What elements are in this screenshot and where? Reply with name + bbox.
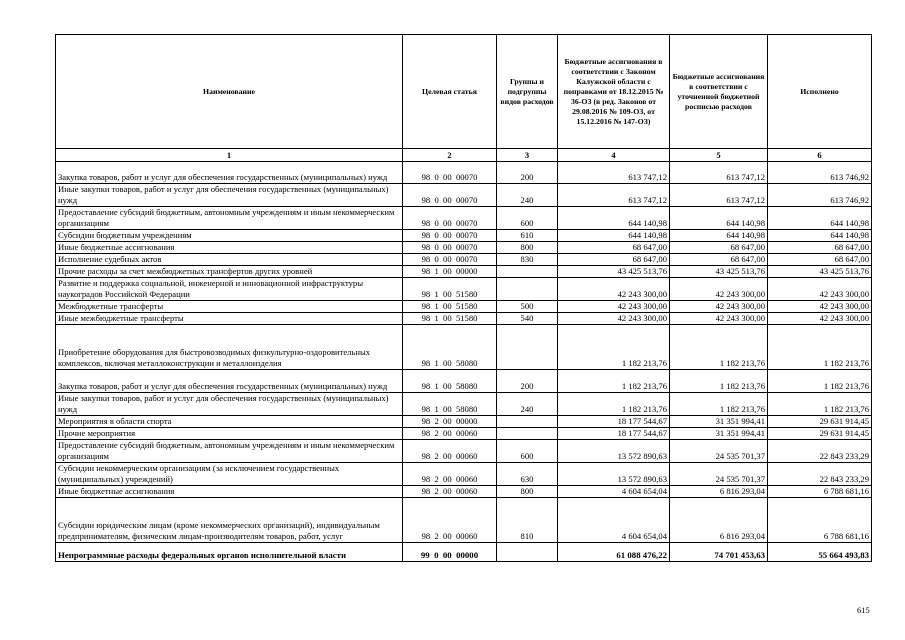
table-row: [56, 370, 872, 393]
table-row: [56, 325, 872, 370]
table-row: [56, 278, 872, 301]
row-expense-group: 830: [497, 254, 558, 266]
row-target-article: 98 1 00 58080: [403, 370, 497, 393]
row-planned: 613 747,12: [558, 184, 670, 207]
column-number: 1: [56, 149, 403, 162]
table-row: [56, 416, 872, 428]
row-executed: 1 182 213,76: [768, 393, 872, 416]
table-row: [56, 393, 872, 416]
table-row: [56, 463, 872, 486]
row-refined: 6 816 293,04: [670, 486, 768, 498]
row-name: Мероприятия в области спорта: [56, 416, 403, 428]
row-expense-group: 600: [497, 207, 558, 230]
row-expense-group: [497, 416, 558, 428]
row-executed: 55 664 493,83: [768, 543, 872, 562]
row-executed: 29 631 914,45: [768, 428, 872, 440]
row-target-article: 98 2 00 00060: [403, 428, 497, 440]
table-row: [56, 313, 872, 325]
row-name: Прочие мероприятия: [56, 428, 403, 440]
row-executed: 613 746,92: [768, 184, 872, 207]
row-expense-group: [497, 543, 558, 562]
row-expense-group: [497, 428, 558, 440]
row-name: Субсидии некоммерческим организациям (за исключением государственных (муниципальных) учреждений): [56, 463, 403, 486]
row-executed: 1 182 213,76: [768, 370, 872, 393]
row-planned: 42 243 300,00: [558, 301, 670, 313]
row-name: Приобретение оборудования для быстровозводимых физкультурно-оздоровительных комплексов, включая металлоконструкции и металлоизделия: [56, 325, 403, 370]
row-name: Иные закупки товаров, работ и услуг для обеспечения государственных (муниципальных) нужд: [56, 184, 403, 207]
row-refined: 74 701 453,63: [670, 543, 768, 562]
row-target-article: 98 1 00 58080: [403, 393, 497, 416]
row-refined: 68 647,00: [670, 254, 768, 266]
column-number: 2: [403, 149, 497, 162]
row-planned: 1 182 213,76: [558, 325, 670, 370]
row-target-article: 98 0 00 00070: [403, 184, 497, 207]
row-planned: 1 182 213,76: [558, 393, 670, 416]
row-target-article: 98 1 00 51580: [403, 301, 497, 313]
row-refined: 42 243 300,00: [670, 301, 768, 313]
row-expense-group: 600: [497, 440, 558, 463]
row-target-article: 98 0 00 00070: [403, 230, 497, 242]
row-target-article: 98 2 00 00000: [403, 416, 497, 428]
row-name: Предоставление субсидий бюджетным, автономным учреждениям и иным некоммерческим организациям: [56, 440, 403, 463]
row-refined: 31 351 994,41: [670, 416, 768, 428]
row-executed: 68 647,00: [768, 242, 872, 254]
row-expense-group: [497, 325, 558, 370]
row-planned: 42 243 300,00: [558, 313, 670, 325]
row-planned: 644 140,98: [558, 207, 670, 230]
row-executed: 644 140,98: [768, 230, 872, 242]
row-planned: 42 243 300,00: [558, 278, 670, 301]
budget-table: [55, 34, 872, 562]
row-planned: 43 425 513,76: [558, 266, 670, 278]
table-row: [56, 266, 872, 278]
row-name: Закупка товаров, работ и услуг для обеспечения государственных (муниципальных) нужд: [56, 162, 403, 184]
row-planned: 613 747,12: [558, 162, 670, 184]
row-name: Прочие расходы за счет межбюджетных трансфертов других уровней: [56, 266, 403, 278]
row-target-article: 98 0 00 00070: [403, 207, 497, 230]
row-name: Иные бюджетные ассигнования: [56, 242, 403, 254]
row-executed: 22 843 233,29: [768, 440, 872, 463]
row-name: Закупка товаров, работ и услуг для обеспечения государственных (муниципальных) нужд: [56, 370, 403, 393]
row-refined: 43 425 513,76: [670, 266, 768, 278]
row-planned: 18 177 544,67: [558, 428, 670, 440]
row-planned: 644 140,98: [558, 230, 670, 242]
row-expense-group: [497, 278, 558, 301]
row-refined: 1 182 213,76: [670, 325, 768, 370]
column-number: 3: [497, 149, 558, 162]
row-planned: 61 088 476,22: [558, 543, 670, 562]
row-name: Иные межбюджетные трансферты: [56, 313, 403, 325]
table-row: [56, 207, 872, 230]
row-refined: 1 182 213,76: [670, 370, 768, 393]
table-row: [56, 428, 872, 440]
row-target-article: 98 2 00 00060: [403, 463, 497, 486]
row-executed: 43 425 513,76: [768, 266, 872, 278]
row-expense-group: 810: [497, 498, 558, 543]
row-expense-group: 200: [497, 370, 558, 393]
row-target-article: 98 1 00 00000: [403, 266, 497, 278]
row-target-article: 98 0 00 00070: [403, 162, 497, 184]
row-refined: 42 243 300,00: [670, 313, 768, 325]
header-name: Наименование: [56, 35, 403, 149]
row-planned: 68 647,00: [558, 254, 670, 266]
header-executed: Исполнено: [768, 35, 872, 149]
row-name: Межбюджетные трансферты: [56, 301, 403, 313]
page-number: 615: [857, 605, 870, 615]
row-refined: 6 816 293,04: [670, 498, 768, 543]
header-refined-allocations: Бюджетные ассигнования в соответствии с уточненной бюджетной росписью расходов: [670, 35, 768, 149]
row-refined: 24 535 701,37: [670, 463, 768, 486]
row-refined: 31 351 994,41: [670, 428, 768, 440]
row-planned: 1 182 213,76: [558, 370, 670, 393]
row-executed: 42 243 300,00: [768, 313, 872, 325]
row-refined: 68 647,00: [670, 242, 768, 254]
column-number: 4: [558, 149, 670, 162]
table-row: [56, 498, 872, 543]
table-row: [56, 486, 872, 498]
header-planned-allocations: Бюджетные ассигнования в соответствии с Законом Калужской области с поправками от 18.12.2015 № 36-ОЗ (в ред. Законов от 29.08.2016 № 109-ОЗ, от 15.12.2016 № 147-ОЗ): [558, 35, 670, 149]
row-refined: 42 243 300,00: [670, 278, 768, 301]
row-refined: 613 747,12: [670, 162, 768, 184]
row-target-article: 98 2 00 00060: [403, 486, 497, 498]
row-expense-group: 800: [497, 242, 558, 254]
row-planned: 13 572 890,63: [558, 440, 670, 463]
row-expense-group: 240: [497, 393, 558, 416]
row-refined: 1 182 213,76: [670, 393, 768, 416]
header-target-article: Целевая статья: [403, 35, 497, 149]
row-planned: 13 572 890,63: [558, 463, 670, 486]
row-planned: 4 604 654,04: [558, 498, 670, 543]
row-executed: 6 788 681,16: [768, 498, 872, 543]
column-numbers-row: [56, 149, 872, 162]
row-planned: 68 647,00: [558, 242, 670, 254]
table-row: [56, 242, 872, 254]
row-name: Предоставление субсидий бюджетным, автономным учреждениям и иным некоммерческим организациям: [56, 207, 403, 230]
row-target-article: 98 2 00 00060: [403, 440, 497, 463]
row-expense-group: 500: [497, 301, 558, 313]
row-executed: 29 631 914,45: [768, 416, 872, 428]
table-row: [56, 254, 872, 266]
column-number: 5: [670, 149, 768, 162]
row-target-article: 99 0 00 00000: [403, 543, 497, 562]
row-name: Субсидии юридическим лицам (кроме некоммерческих организаций), индивидуальным предпринимателям, физическим лицам-производителям товаров, работ, услуг: [56, 498, 403, 543]
table-row: [56, 543, 872, 562]
row-expense-group: 630: [497, 463, 558, 486]
row-planned: 18 177 544,67: [558, 416, 670, 428]
row-target-article: 98 1 00 51580: [403, 313, 497, 325]
header-expense-groups: Группы и подгруппы видов расходов: [497, 35, 558, 149]
row-executed: 22 843 233,29: [768, 463, 872, 486]
row-refined: 644 140,98: [670, 207, 768, 230]
row-name: Субсидии бюджетным учреждениям: [56, 230, 403, 242]
table-row: [56, 230, 872, 242]
table-row: [56, 162, 872, 184]
row-target-article: 98 1 00 58080: [403, 325, 497, 370]
row-executed: 42 243 300,00: [768, 278, 872, 301]
row-planned: 4 604 654,04: [558, 486, 670, 498]
row-expense-group: 540: [497, 313, 558, 325]
row-executed: 6 788 681,16: [768, 486, 872, 498]
row-target-article: 98 0 00 00070: [403, 242, 497, 254]
row-name: Непрограммные расходы федеральных органов исполнительной власти: [56, 543, 403, 562]
row-expense-group: 200: [497, 162, 558, 184]
row-expense-group: 610: [497, 230, 558, 242]
row-target-article: 98 1 00 51580: [403, 278, 497, 301]
row-expense-group: 240: [497, 184, 558, 207]
row-name: Развитие и поддержка социальной, инженерной и инновационной инфраструктуры наукоградов Российской Федерации: [56, 278, 403, 301]
row-name: Иные бюджетные ассигнования: [56, 486, 403, 498]
row-target-article: 98 2 00 00060: [403, 498, 497, 543]
row-refined: 644 140,98: [670, 230, 768, 242]
row-name: Иные закупки товаров, работ и услуг для обеспечения государственных (муниципальных) нужд: [56, 393, 403, 416]
row-refined: 613 747,12: [670, 184, 768, 207]
table-row: [56, 440, 872, 463]
row-name: Исполнение судебных актов: [56, 254, 403, 266]
row-executed: 42 243 300,00: [768, 301, 872, 313]
row-executed: 68 647,00: [768, 254, 872, 266]
row-executed: 1 182 213,76: [768, 325, 872, 370]
row-refined: 24 535 701,37: [670, 440, 768, 463]
row-executed: 613 746,92: [768, 162, 872, 184]
row-expense-group: [497, 266, 558, 278]
header-row: [56, 35, 872, 149]
table-row: [56, 184, 872, 207]
row-target-article: 98 0 00 00070: [403, 254, 497, 266]
row-executed: 644 140,98: [768, 207, 872, 230]
table-row: [56, 301, 872, 313]
row-expense-group: 800: [497, 486, 558, 498]
column-number: 6: [768, 149, 872, 162]
